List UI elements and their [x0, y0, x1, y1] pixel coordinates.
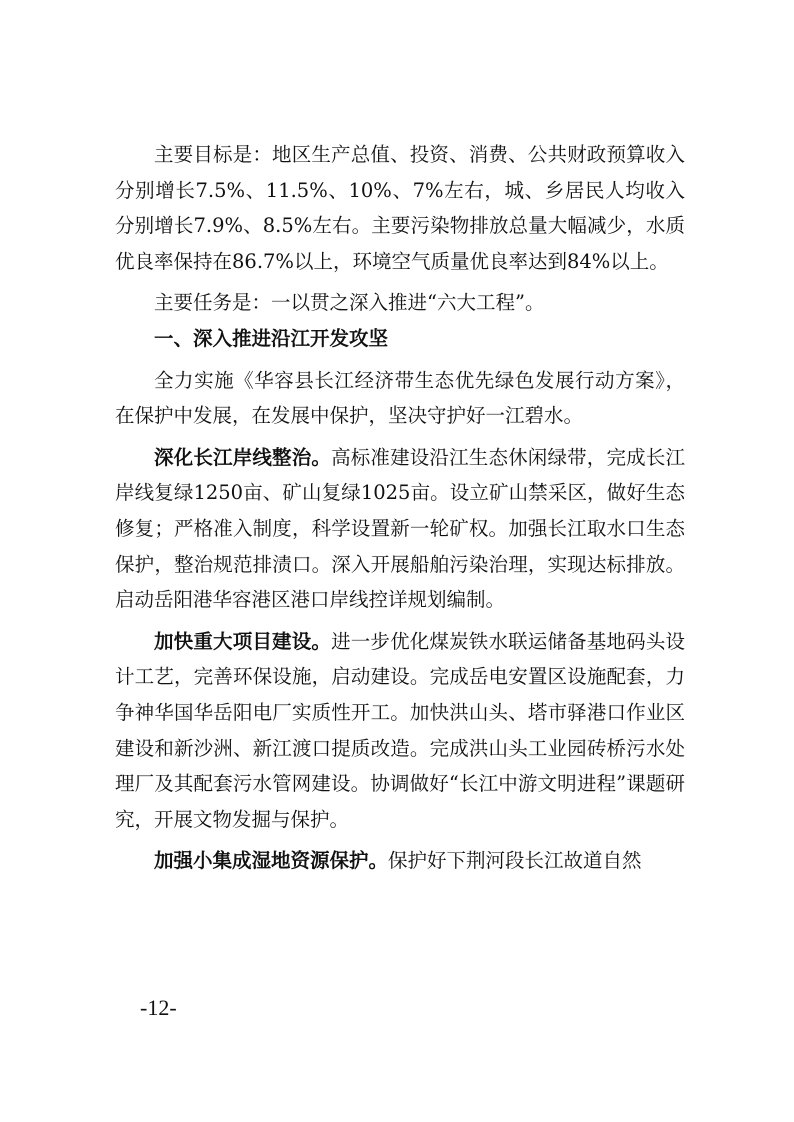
wetland-lead: 加强小集成湿地资源保护。	[154, 849, 389, 873]
projects-lead: 加快重大项目建设。	[154, 629, 332, 653]
shoreline-paragraph	[115, 440, 685, 618]
projects-body: 进一步优化煤炭铁水联运储备基地码头设计工艺，完善环保设施，启动建设。完成岳电安置区设施配套，力争神华国华岳阳电厂实质性开工。加快洪山头、塔市驿港口作业区建设和新沙洲、新江渡口提质改造。完成洪山头工业园砖桥污水处理厂及其配套污水管网建设。协调做好“长江中游文明进程”课题研究，开展文物发掘与保护。	[115, 629, 685, 831]
projects-paragraph	[115, 624, 685, 838]
goals-paragraph: 主要目标是：地区生产总值、投资、消费、公共财政预算收入分别增长7.5%、11.5%、10%、7%左右，城、乡居民人均收入分别增长7.9%、8.5%左右。主要污染物排放总量大幅减少，水质优良率保持在86.7%以上，环境空气质量优良率达到84%以上。	[115, 143, 685, 273]
shoreline-lead: 深化长江岸线整治。	[154, 445, 332, 469]
shoreline-body: 高标准建设沿江生态休闲绿带，完成长江岸线复绿1250亩、矿山复绿1025亩。设立矿山禁采区，做好生态修复；严格准入制度，科学设置新一轮矿权。加强长江取水口生态保护，整治规范排渍口。深入开展船舶污染治理，实现达标排放。启动岳阳港华容港区港口岸线控详规划编制。	[115, 445, 685, 612]
wetland-paragraph	[115, 843, 685, 879]
body-text	[115, 137, 685, 879]
intro-paragraph: 全力实施《华容县长江经济带生态优先绿色发展行动方案》，在保护中发展，在发展中保护，坚决守护好一江碧水。	[115, 368, 685, 428]
wetland-body: 保护好下荆河段长江故道自然	[388, 849, 642, 873]
section-heading: 一、深入推进沿江开发攻坚	[154, 326, 389, 350]
page-number: -12-	[140, 995, 177, 1020]
tasks-paragraph: 主要任务是：一以贯之深入推进“六大工程”。	[154, 291, 545, 315]
